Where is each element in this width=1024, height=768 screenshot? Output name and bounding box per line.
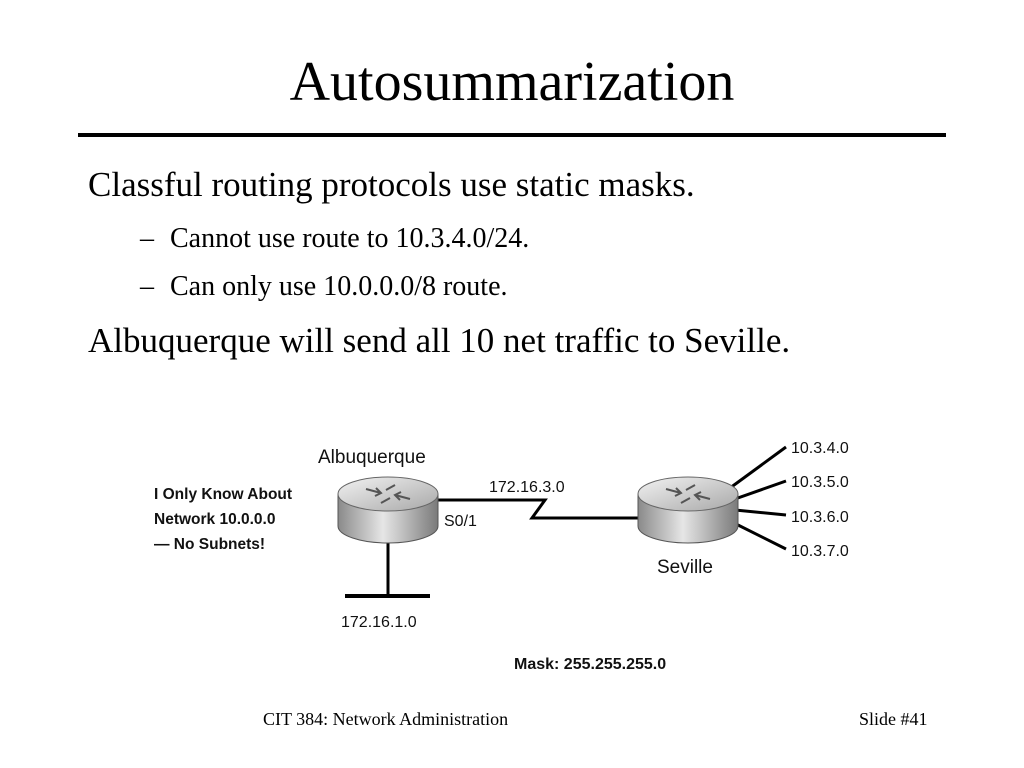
interface-label: S0/1 <box>444 513 477 530</box>
subnet-label-4: 10.3.7.0 <box>791 543 849 560</box>
bullet-albuquerque: Albuquerque will send all 10 net traffic to Seville. <box>88 321 791 360</box>
subnet-link-4 <box>732 522 786 549</box>
bullet-classful: Classful routing protocols use static masks. <box>88 165 695 204</box>
dash-marker: – <box>140 271 154 302</box>
slide-title: Autosummarization <box>289 51 735 113</box>
subnet-label-3: 10.3.6.0 <box>791 509 849 526</box>
dash-marker: – <box>140 223 154 254</box>
mask-label: Mask: 255.255.255.0 <box>514 656 667 673</box>
subnet-label-2: 10.3.5.0 <box>791 474 849 491</box>
subnet-link-1 <box>730 447 786 488</box>
callout-line-1: I Only Know About <box>154 486 293 503</box>
router-label-albuquerque: Albuquerque <box>318 447 426 468</box>
sub-bullet-text: Can only use 10.0.0.0/8 route. <box>170 271 508 302</box>
seville-router-icon <box>638 477 738 543</box>
callout-line-3: — No Subnets! <box>154 536 266 553</box>
wan-network-label: 172.16.3.0 <box>489 479 565 496</box>
lan-network-label: 172.16.1.0 <box>341 614 417 631</box>
subnet-label-1: 10.3.4.0 <box>791 440 849 457</box>
router-label-seville: Seville <box>657 557 713 578</box>
subnet-link-3 <box>735 510 786 515</box>
subnet-link-2 <box>735 481 786 499</box>
albuquerque-router-icon <box>338 477 438 543</box>
sub-bullet-text: Cannot use route to 10.3.4.0/24. <box>170 223 530 254</box>
footer-slide-number: Slide #41 <box>859 709 928 729</box>
callout-line-2: Network 10.0.0.0 <box>154 511 276 528</box>
footer-course: CIT 384: Network Administration <box>263 709 509 729</box>
